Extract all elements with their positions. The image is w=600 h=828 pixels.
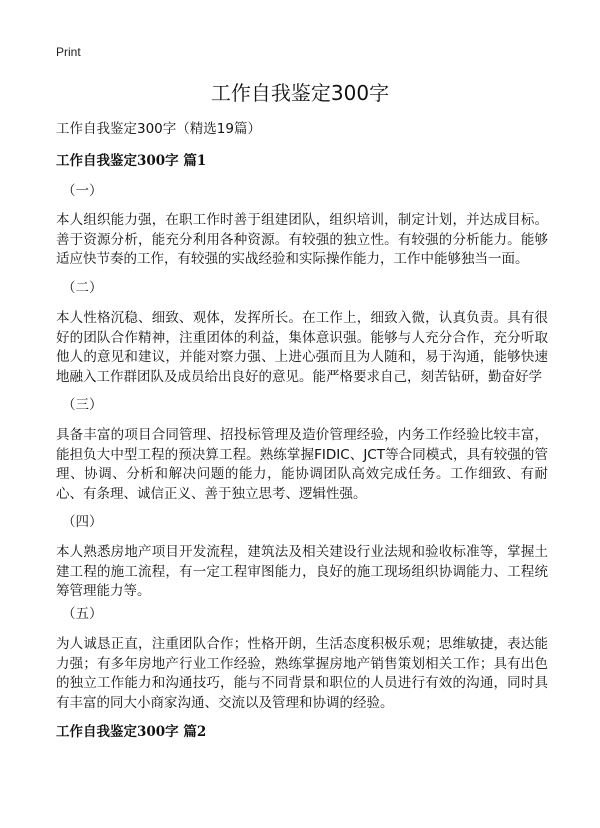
section-heading-1: 工作自我鉴定300字 篇1: [56, 153, 207, 169]
item-label-3: （三）: [62, 397, 103, 413]
item-label-1: （一）: [62, 183, 103, 199]
item-label-2: （二）: [62, 280, 103, 296]
paragraph-1: 本人组织能力强，在职工作时善于组建团队，组织培训，制定计划，并达成目标。善于资源分析，能充分利用各种资源。有较强的独立性。有较强的分析能力。能够适应快节奏的工作，有较强的实战经验和实际操作能力，工作中能够独当一面。: [56, 212, 548, 267]
document-title: 工作自我鉴定300字: [210, 81, 390, 105]
document-subtitle: 工作自我鉴定300字（精选19篇）: [56, 121, 261, 137]
paragraph-2: 本人性格沉稳、细致、观体，发挥所长。在工作上，细致入微，认真负责。具有很好的团队合作精神，注重团体的利益，集体意识强。能够与人充分合作，充分听取他人的意见和建议，并能对察力强、上进心强而且为人随和，易于沟通，能够快速地融入工作群团队及成员给出良好的意见。能严格要求自己，刻苦钻研，勤奋好学: [56, 310, 548, 385]
paragraph-4: 本人熟悉房地产项目开发流程，建筑法及相关建设行业法规和验收标准等，掌握土建工程的施工流程，有一定工程审图能力，良好的施工现场组织协调能力、工程统筹管理能力等。: [56, 544, 548, 599]
section-heading-2: 工作自我鉴定300字 篇2: [56, 724, 207, 740]
paragraph-3: 具备丰富的项目合同管理、招投标管理及造价管理经验，内务工作经验比较丰富，能担负大中型工程的预决算工程。熟练掌握FIDIC、JCT等合同模式，具有较强的管理、协调、分析和解决问题的能力，能协调团队高效完成任务。工作细致、有耐心、有条理、诚信正义、善于独立思考、逻辑性强。: [56, 427, 548, 502]
paragraph-5: 为人诚恳正直，注重团队合作；性格开朗，生活态度积极乐观；思维敏捷，表达能力强；有多年房地产行业工作经验，熟练掌握房地产销售策划相关工作；具有出色的独立工作能力和沟通技巧，能与不同背景和职位的人员进行有效的沟通，同时具有丰富的同大小商家沟通、交流以及管理和协调的经验。: [56, 636, 548, 711]
item-label-4: （四）: [62, 514, 103, 530]
print-link[interactable]: Print: [56, 45, 81, 59]
item-label-5: （五）: [62, 606, 103, 622]
